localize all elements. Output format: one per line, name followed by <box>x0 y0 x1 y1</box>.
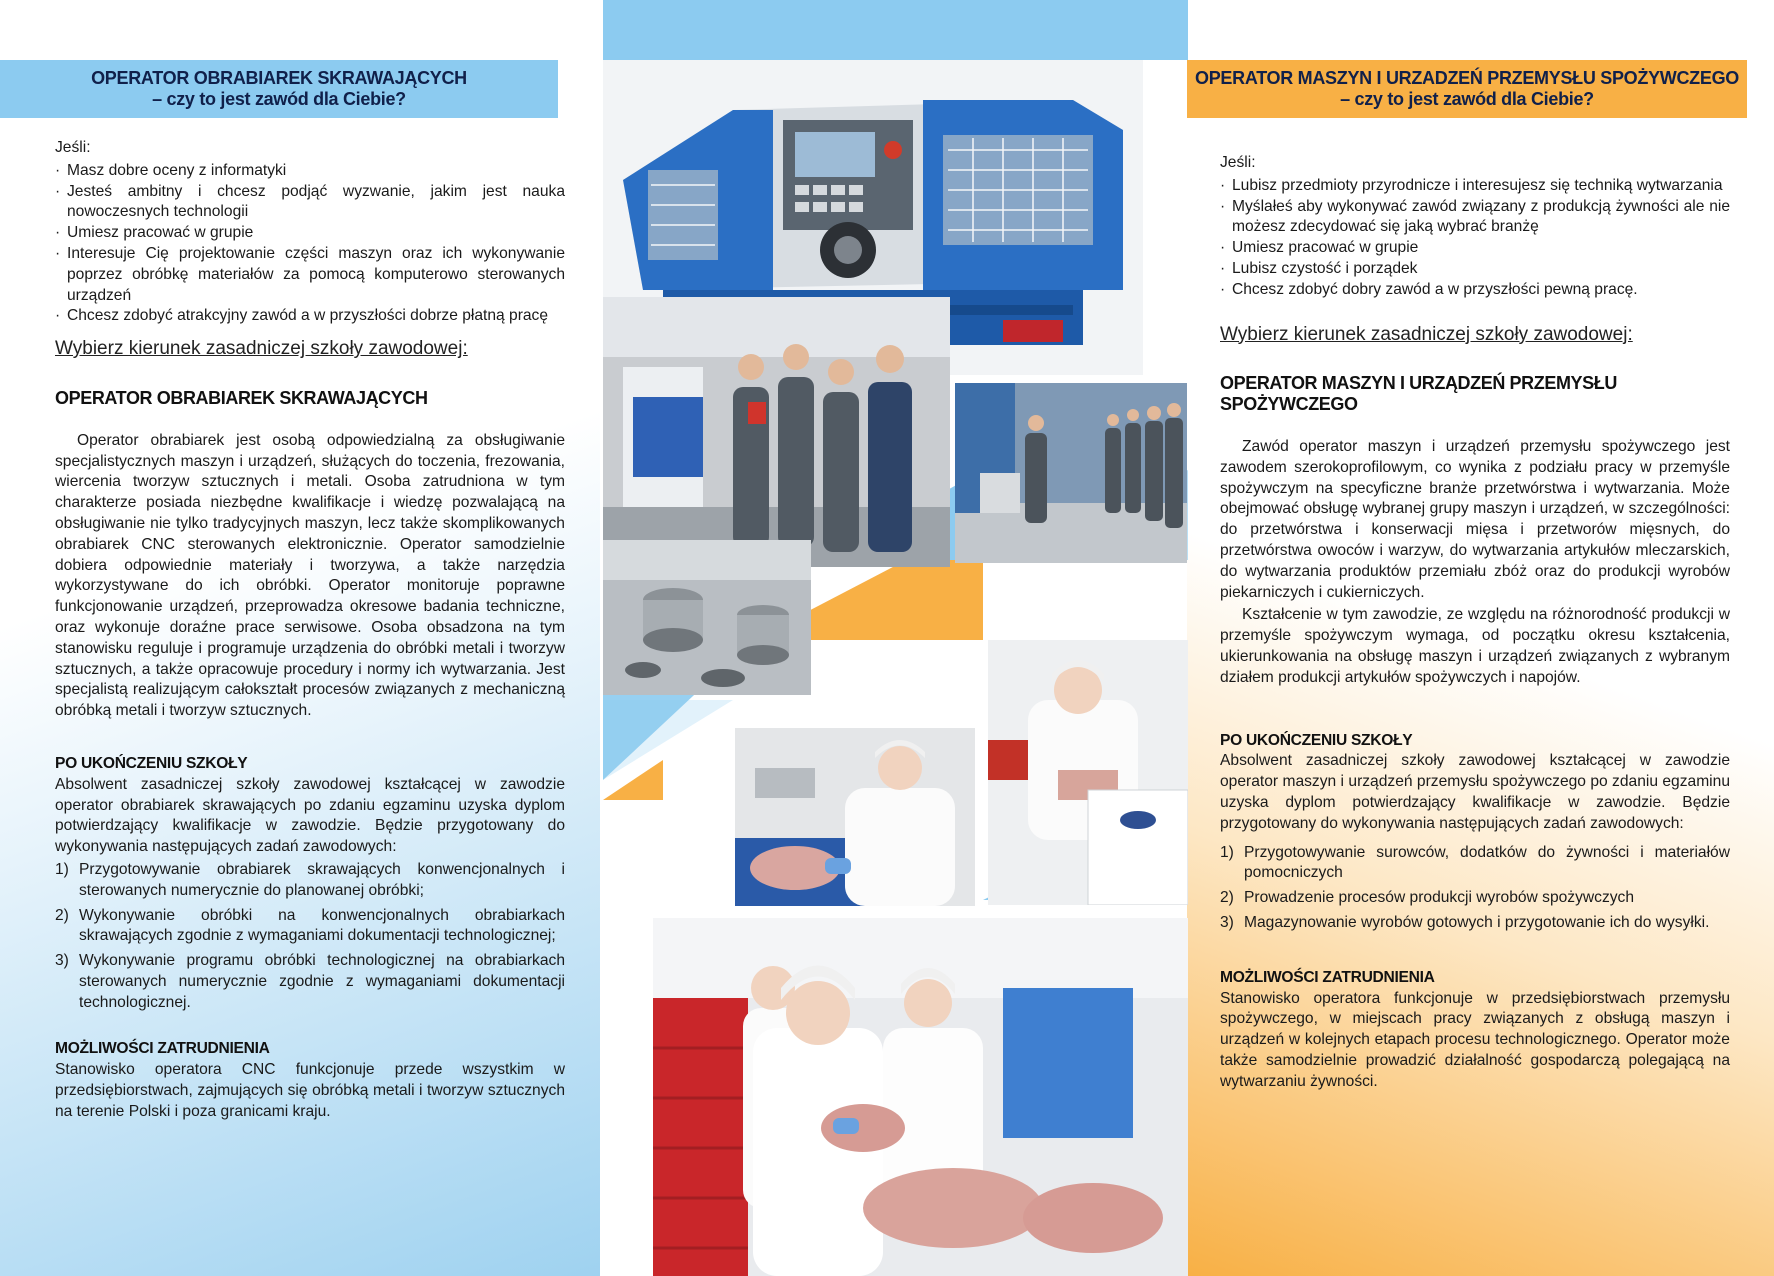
list-item <box>1220 913 1730 934</box>
list-item: · Umiesz pracować w grupie <box>55 223 565 244</box>
list-number: 1) <box>1220 843 1234 861</box>
right-intro: Jeśli: <box>1220 154 1256 171</box>
workshop-students-photo <box>603 297 950 567</box>
list-text: Wykonywanie obróbki na konwencjonalnych obrabiarkach skrawających zgodnie z wymaganiami dokumentacji technologicznej; <box>79 906 565 945</box>
right-after-school-text: Absolwent zasadniczej szkoły zawodowej kształcącej w zawodzie operator maszyn i urządzeń przemysłu spożywczego po zdaniu egzaminu uzyska dyplom potwierdzający kwalifikacje w zawodzie. Będzie przygotowany do wykonywania następujących zadań zawodowych: <box>1220 752 1730 832</box>
right-header-title: OPERATOR MASZYN I URZADZEŃ PRZEMYSŁU SPOŻYWCZEGO <box>1195 68 1739 88</box>
left-column <box>55 138 565 1123</box>
food-technician-scale-photo <box>735 728 975 906</box>
left-intro: Jeśli: <box>55 139 91 156</box>
left-after-school-heading: PO UKOŃCZENIU SZKOŁY <box>55 754 248 772</box>
left-jobs-text: Stanowisko operatora CNC funkcjonuje przede wszystkim w przedsiębiorstwach, zajmujących się obróbką metali i tworzyw sztucznych na terenie Polski i poza granicami kraju. <box>55 1061 565 1120</box>
right-jobs-text: Stanowisko operatora funkcjonuje w przedsiębiorstwach przemysłu spożywczego, w miejscach pracy związanych z obsługą maszyn i urządzeń w kolejnych etapach procesu technologicznego. Operator może także samodzielnie prowadzić działalność gospodarczą polegającą na wytwarzaniu żywności. <box>1220 989 1730 1090</box>
right-header-banner <box>1187 60 1747 118</box>
right-choose-direction: Wybierz kierunek zasadniczej szkoły zawodowej: <box>1220 323 1633 345</box>
list-item <box>55 951 565 1013</box>
machined-metal-parts-photo <box>603 540 811 695</box>
right-bullet-list <box>1220 176 1730 301</box>
list-item: · Masz dobre oceny z informatyki <box>55 161 565 182</box>
list-text: Prowadzenie procesów produkcji wyrobów spożywczych <box>1244 889 1635 907</box>
list-number: 1) <box>55 860 69 878</box>
list-number: 3) <box>55 952 69 970</box>
list-text: Przygotowywanie obrabiarek skrawających konwencjonalnych i sterowanych numerycznie do planowanej obróbki; <box>79 860 565 899</box>
list-item <box>1220 888 1730 909</box>
food-production-team-photo <box>653 918 1188 1276</box>
right-header-question: – czy to jest zawód dla Ciebie? <box>1340 89 1594 109</box>
list-item: · Chcesz zdobyć atrakcyjny zawód a w przyszłości dobrze płatną pracę <box>55 306 565 327</box>
right-column <box>1220 153 1730 1092</box>
right-profession-heading: OPERATOR MASZYN I URZĄDZEŃ PRZEMYSŁU SPOŻYWCZEGO <box>1220 373 1617 415</box>
list-text: Wykonywanie programu obróbki technologicznej na obrabiarkach sterowanych numerycznie zgodnie z wymaganiami dokumentacji technologicznej. <box>79 952 565 1011</box>
left-choose-direction: Wybierz kierunek zasadniczej szkoły zawodowej: <box>55 338 468 360</box>
left-profession-description: Operator obrabiarek jest osobą odpowiedzialną za obsługiwanie specjalistycznych maszyn i urządzeń, służących do toczenia, frezowania, wiercenia tworzyw sztucznych i metali. Osoba zatrudniona w tym charakterze posiada niezbędne kwalifikacje i wiedzę pozwalającą na obsługiwanie nie tylko tradycyjnych maszyn, lecz także skomplikowanych obrabiarek CNC sterowanych elektronicznie. Operator samodzielnie dobiera odpowiednie materiały i tworzywa, a także narzędzia wykorzystywane do ich obróbki. Operator monitoruje poprawne funkcjonowanie urządzeń, przeprowadza okresowe badania techniczne, oraz wykonuje doraźne prace serwisowe. Osoba obsadzona na tym stanowisku reguluje i programuje urządzenia do obróbki metali i tworzyw sztucznych, a także opracowuje procedury i normy ich wytwarzania. Jest specjalistą realizującym całokształt procesów związanych z mechaniczną obróbką metali i tworzyw sztucznych. <box>55 431 565 720</box>
list-item: · Umiesz pracować w grupie <box>1220 238 1730 259</box>
left-jobs-heading: MOŻLIWOŚCI ZATRUDNIENIA <box>55 1040 270 1058</box>
right-profession-description-2: Kształcenie w tym zawodzie, ze względu na różnorodność produkcji w przemyśle spożywczym wymaga, od początku okresu kształcenia, ukierunkowania na obsługę maszyn i urządzeń związanych z wybranym działem produkcji artykułów spożywczych i napojów. <box>1220 606 1730 686</box>
left-header-title: OPERATOR OBRABIAREK SKRAWAJĄCYCH <box>91 68 467 88</box>
food-technician-packing-photo <box>988 640 1188 905</box>
right-jobs-heading: MOŻLIWOŚCI ZATRUDNIENIA <box>1220 968 1435 986</box>
list-number: 2) <box>55 906 69 924</box>
left-tasks-list <box>55 860 565 1014</box>
left-header-banner <box>0 60 558 118</box>
list-item: · Lubisz czystość i porządek <box>1220 259 1730 280</box>
list-text: Przygotowywanie surowców, dodatków do żywności i materiałów pomocniczych <box>1244 843 1730 882</box>
left-bullet-list <box>55 161 565 327</box>
list-item: · Jesteś ambitny i chcesz podjąć wyzwanie, jakim jest nauka nowoczesnych technologii <box>55 182 565 224</box>
right-after-school-heading: PO UKOŃCZENIU SZKOŁY <box>1220 731 1413 749</box>
list-number: 2) <box>1220 889 1234 907</box>
list-item: · Lubisz przedmioty przyrodnicze i interesujesz się techniką wytwarzania <box>1220 176 1730 197</box>
warehouse-team-photo <box>955 383 1187 563</box>
list-item <box>55 860 565 902</box>
list-number: 3) <box>1220 913 1234 931</box>
list-text: Magazynowanie wyrobów gotowych i przygotowanie ich do wysyłki. <box>1244 913 1710 931</box>
list-item <box>1220 843 1730 885</box>
list-item: · Myślałeś aby wykonywać zawód związany z produkcją żywności ale nie możesz zdecydować się jaką wybrać branżę <box>1220 197 1730 239</box>
left-header-question: – czy to jest zawód dla Ciebie? <box>152 89 406 109</box>
right-tasks-list <box>1220 843 1730 934</box>
list-item: · Interesuje Cię projektowanie części maszyn oraz ich wykonywanie poprzez obróbkę materiałów za pomocą komputerowo sterowanych urządzeń <box>55 244 565 306</box>
list-item: · Chcesz zdobyć dobry zawód a w przyszłości pewną pracę. <box>1220 280 1730 301</box>
left-after-school-text: Absolwent zasadniczej szkoły zawodowej kształcącej w zawodzie operator obrabiarek skrawających po zdaniu egzaminu uzyska dyplom potwierdzający kwalifikacje w zawodzie. Będzie przygotowany do wykonywania następujących zadań zawodowych: <box>55 775 565 856</box>
right-profession-description-1: Zawód operator maszyn i urządzeń przemysłu spożywczego jest zawodem szerokoprofilowym, co wynika z podziału pracy w przemyśle spożywczym na specyficzne branże przetwórstwa i wytwarzania. Może obejmować obsługę wybranej grupy maszyn i urządzeń, w szczególności: do przetwórstwa i konserwacji mięsa i przetworów mięsnych, do przetwórstwa owoców i warzyw, do wytwarzania artykułów mleczarskich, do wytwarzania produktów przemiału zbóż oraz do produkcji wyrobów piekarniczych i cukierniczych. <box>1220 437 1730 601</box>
list-item <box>55 906 565 948</box>
left-profession-heading: OPERATOR OBRABIAREK SKRAWAJĄCYCH <box>55 387 428 408</box>
